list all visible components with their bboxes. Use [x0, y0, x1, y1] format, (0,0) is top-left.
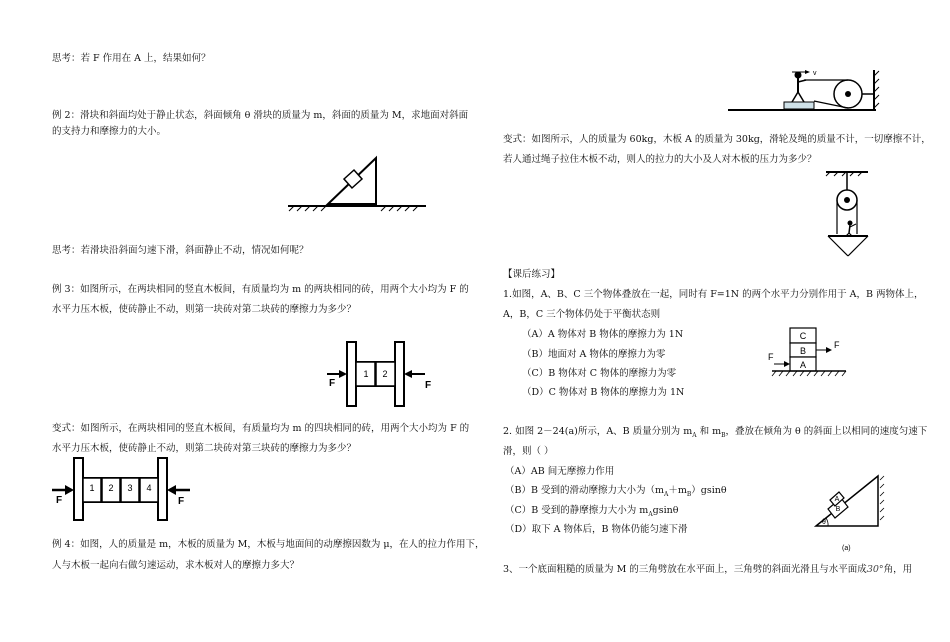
example-3-line-1: 例 3：如图所示，在两块相同的竖直木板间，有质量均为 m 的两块相同的砖，用两个大小均为 F 的: [52, 284, 469, 295]
brick-4-label: 4: [146, 483, 152, 493]
q3-line: [503, 563, 912, 576]
two-bricks-figure: [325, 340, 437, 408]
q2-option-d: （D）取下 A 物体后，B 物体仍能匀速下滑: [505, 524, 688, 535]
q3-text: 3、一个底面粗糙的质量为 M 的三角劈放在水平面上，三角劈的斜面光滑且与水平面成: [503, 564, 867, 575]
q2-option-c: [505, 504, 679, 521]
brick-2-label: 2: [382, 369, 388, 379]
person-pulley-board-figure: [814, 170, 880, 262]
block-a-label: A: [799, 360, 807, 370]
variant-1-line-1: 变式：如图所示，在两块相同的竖直木板间，有质量均为 m 的四块相同的砖，用两个大小均为 F 的: [52, 423, 470, 434]
q2-text-start: 2. 如图 2－24(a)所示，A、B 质量分别为 m: [503, 426, 693, 437]
variant-1-line-2: 水平力压木板，使砖静止不动，则第二块砖对第三块砖的摩擦力为多少？: [52, 443, 357, 454]
force-right-label: F: [425, 380, 432, 391]
q1-option-a: （A）A 物体对 B 物体的摩擦力为 1N: [522, 329, 684, 340]
block-a-label: A: [834, 496, 840, 503]
q3-tail: 角，用: [883, 564, 913, 575]
variant-2-line-1: 变式：如图所示，人的质量为 60kg，木板 A 的质量为 30kg，滑轮及绳的质量不计，一切摩擦不计，: [503, 134, 931, 145]
four-bricks-figure: [50, 456, 198, 522]
q2-text-and: 和 m: [696, 426, 722, 437]
q2-option-b-plus: ＋m: [668, 485, 687, 496]
q2-option-b-tail: ）gsinθ: [691, 485, 727, 496]
stacked-blocks-figure: [766, 326, 862, 380]
q1-line-1: 1.如图，A、B、C 三个物体叠放在一起，同时有 F=1N 的两个水平力分别作用于 A，B 两物体上，: [503, 289, 924, 300]
q2-sub-a: A: [692, 431, 697, 439]
q2-option-a: （A）AB 间无摩擦力作用: [505, 466, 615, 477]
q2-option-c-sub-a: A: [648, 510, 653, 518]
think-question-2: 思考：若滑块沿斜面匀速下滑，斜面静止不动，情况如何呢？: [52, 245, 309, 256]
q2-option-b-sub-b: B: [686, 490, 692, 498]
q2-option-b-text: （B）B 受到的滑动摩擦力大小为（m: [505, 485, 664, 496]
q2-line-2: 滑，则（ ）: [503, 446, 554, 457]
example-3-line-2: 水平力压木板，使砖静止不动，则第一块砖对第二块砖的摩擦力为多少？: [52, 304, 357, 315]
q2-option-c-tail: gsinθ: [652, 505, 679, 516]
brick-1-label: 1: [363, 369, 369, 379]
q1-option-d: （D）C 物体对 B 物体的摩擦力为 1N: [522, 387, 685, 398]
q3-angle: 30°: [866, 564, 884, 575]
brick-3-label: 3: [127, 483, 133, 493]
person-pulling-board-figure: [726, 68, 882, 116]
figure-caption-a: (a): [842, 545, 851, 552]
force-right-label: F: [178, 496, 185, 507]
example-2-line-1: 例 2：滑块和斜面均处于静止状态，斜面倾角 θ 滑块的质量为 m，斜面的质量为 M，求地面对斜面: [52, 110, 469, 121]
q1-line-2: A，B，C 三个物体仍处于平衡状态则: [503, 309, 661, 320]
section-title: 【课后练习】: [503, 269, 561, 280]
q2-line-1: [503, 425, 927, 442]
example-2-line-2: 的支持力和摩擦力的大小。: [52, 126, 167, 137]
brick-2-label: 2: [108, 483, 114, 493]
q2-text-rest: ，叠放在倾角为 θ 的斜面上以相同的速度匀速下: [725, 426, 928, 437]
block-b-label: B: [835, 506, 841, 513]
velocity-label: v: [813, 70, 817, 77]
q1-option-b: （B）地面对 A 物体的摩擦力为零: [522, 349, 666, 360]
incline-stacked-blocks-figure: [810, 464, 886, 554]
incline-block-figure: [286, 154, 428, 212]
q2-option-c-text: （C）B 受到的静摩擦力大小为 m: [505, 505, 649, 516]
q2-option-b-sub-a: A: [664, 490, 669, 498]
force-right-label: F: [834, 340, 840, 350]
think-question-1: 思考：若 F 作用在 A 上，结果如何？: [52, 53, 211, 64]
force-left-label: F: [768, 352, 774, 362]
force-left-label: F: [329, 378, 336, 389]
example-4-line-2: 人与木板一起向右做匀速运动，求木板对人的摩擦力多大？: [52, 560, 300, 571]
angle-theta-label: θ: [822, 519, 826, 526]
block-c-label: C: [799, 331, 807, 341]
brick-1-label: 1: [89, 483, 95, 493]
example-4-line-1: 例 4：如图，人的质量是 m，木板的质量为 M，木板与地面间的动摩擦因数为 μ，在人的拉力作用下，: [52, 539, 485, 550]
variant-2-line-2: 若人通过绳子拉住木板不动，则人的拉力的大小及人对木板的压力为多少？: [503, 154, 817, 165]
q2-sub-b: B: [721, 431, 726, 439]
block-b-label: B: [799, 346, 807, 356]
q2-option-b: [505, 484, 727, 501]
q1-option-c: （C）B 物体对 C 物体的摩擦力为零: [522, 368, 677, 379]
force-left-label: F: [56, 495, 63, 506]
